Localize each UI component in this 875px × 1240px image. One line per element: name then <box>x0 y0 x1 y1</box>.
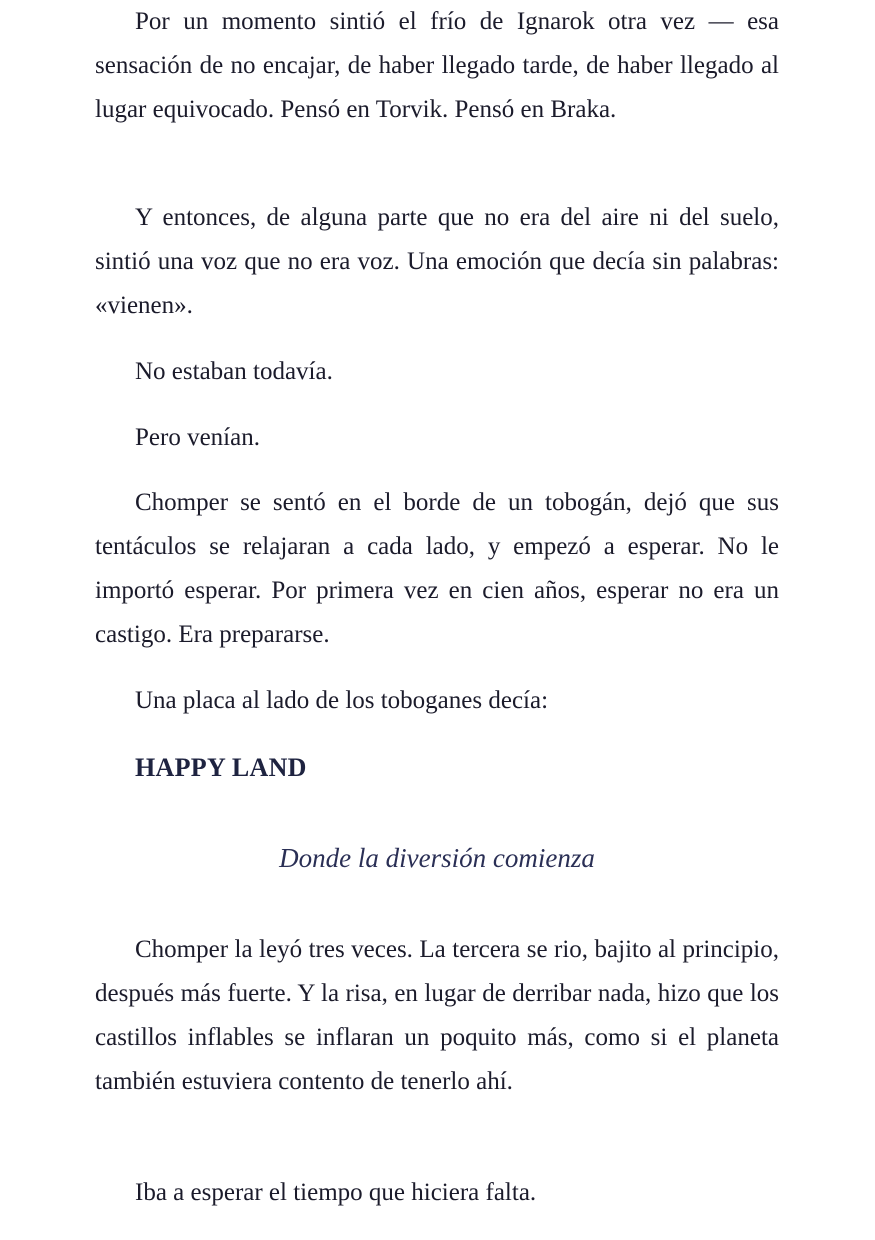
paragraph-sign-intro: Una placa al lado de los toboganes decía: <box>135 687 549 714</box>
sign-title: HAPPY LAND <box>135 753 307 782</box>
paragraph-ignarok-memory: Por un momento sintió el frío de Ignarok otra vez — esa sensación de no encajar, de haber llegado tarde, de haber llegado al lugar equivocado. Pensó en Torvik. Pensó en Braka. <box>95 8 779 123</box>
paragraph-chomper-waits: Chomper se sentó en el borde de un tobogán, dejó que sus tentáculos se relajaran a cada lado, y empezó a esperar. No le importó esperar. Por primera vez en cien años, esperar no era un castigo. Era prepararse. <box>95 489 779 648</box>
sign-subtitle: Donde la diversión comienza <box>279 843 595 873</box>
paragraph-final: Iba a esperar el tiempo que hiciera falta. <box>135 1179 537 1206</box>
paragraph-voice: Y entonces, de alguna parte que no era del aire ni del suelo, sintió una voz que no era voz. Una emoción que decía sin palabras: «vienen». <box>95 204 779 319</box>
paragraph-not-yet: No estaban todavía. <box>135 358 333 385</box>
paragraph-coming: Pero venían. <box>135 424 260 451</box>
paragraph-laughter: Chomper la leyó tres veces. La tercera se rio, bajito al principio, después más fuerte. Y la risa, en lugar de derribar nada, hizo que los castillos inflables se inflaran un poquito más, como si el planeta también estuviera contento de tenerlo ahí. <box>95 936 779 1095</box>
